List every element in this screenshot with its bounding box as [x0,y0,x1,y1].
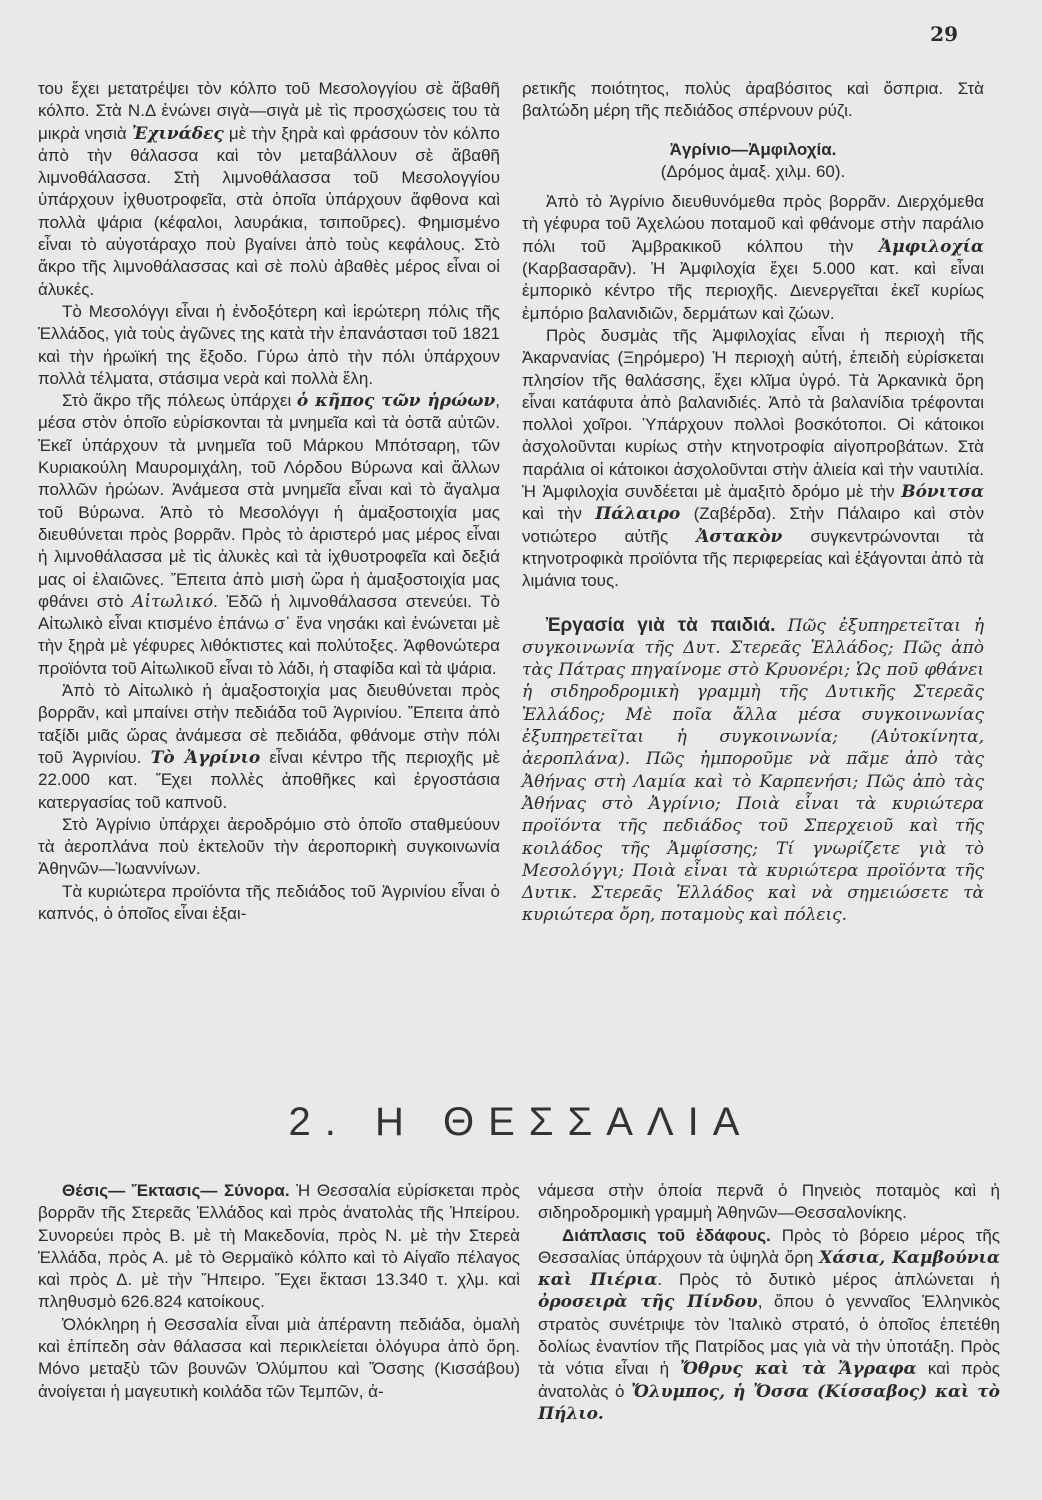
paragraph: Στὸ ἄκρο τῆς πόλεως ὑπάρχει ὁ κῆπος τῶν ἡρώων, μέσα στὸν ὁποῖο εὑρίσκονται τὰ μνημεῖα καὶ τὰ ὀστᾶ αὐτῶν. Ἐκεῖ ὑπάρχουν τὰ μνημεῖα τοῦ Μάρκου Μπότσαρη, τῶν Κυριακούλη Μαυρομιχάλη, τοῦ Λόρδου Βύρωνα καὶ ἄλλων πολλῶν ἡρώων. Ἀνάμεσα στὰ μνημεῖα εἶναι καὶ τὸ ἄγαλμα τοῦ Βύρωνα. Ἀπὸ τὸ Μεσολόγγι ἡ ἁμαξοστοιχία μας διευθύνεται πρὸς βορρᾶν. Πρὸς τὸ ἀριστερό μας μέρος εἶναι ἡ λιμνοθάλασσα μὲ τὶς ἁλυκὲς καὶ τὰ ἰχθυοτροφεῖα καὶ δεξιά μας οἱ ἐλαιῶνες. Ἔπειτα ἀπὸ μισὴ ὥρα ἡ ἁμαξοστοιχία μας φθάνει στὸ Αἰτωλικό. Ἐδῶ ἡ λιμνοθάλασσα στενεύει. Τὸ Αἰτωλικὸ εἶναι κτισμένο ἐπάνω σ᾽ ἕνα νησάκι καὶ ἑνώνεται μὲ τὴν ξηρὰ μὲ γέφυρες λιθόκτιστες καὶ πολύτοξες. Ἀφθονώτερα προϊόντα τοῦ Αἰτωλικοῦ εἶναι τὸ λάδι, ἡ σταφίδα καὶ τὰ ψάρια. [38,391,500,678]
left-column [38,78,500,925]
route-subtitle: (Δρόμος ἁμαξ. χιλμ. 60). [660,161,846,181]
place-name: Αἰτωλικό [132,591,214,612]
paragraph: Ἀπὸ τὸ Ἀγρίνιο διευθυνόμεθα πρὸς βορρᾶν. Διερχόμεθα τὴ γέφυρα τοῦ Ἀχελώου ποταμοῦ καὶ φθάνομε στὴν παράλιο πόλι τοῦ Ἀμβρακικοῦ κόλπου τὴν Ἀμφιλοχία (Καρβασαρᾶν). Ἡ Ἀμφιλοχία ἔχει 5.000 κατ. καὶ εἶναι ἐμπορικὸ κέντρο τῆς περιοχῆς. Διενεργεῖται ἐκεῖ κυρίως ἐμπόριο βαλανιδιῶν, δερμάτων καὶ ζώων. [522,192,984,323]
place-name: Ὄθρυς καὶ τὰ Ἄγραφα [680,1359,917,1380]
page-number: 29 [930,22,958,46]
section-heading: Θέσις— Ἔκτασις— Σύνορα. [62,1181,290,1200]
paragraph: Ἀπὸ τὸ Αἰτωλικὸ ἡ ἁμαξοστοιχία μας διευθύνεται πρὸς βορρᾶν, καὶ μπαίνει στὴν πεδιάδα τοῦ Ἀγρινίου. Ἔπειτα ἀπὸ ταξίδι μιᾶς ὥρας ἀνάμεσα σὲ πεδιάδα, φθάνομε στὴν πόλι τοῦ Ἀγρινίου. Τὸ Ἀγρίνιο εἶναι κέντρο τῆς περιοχῆς μὲ 22.000 κατ. Ἔχει πολλὲς ἀποθῆκες καὶ ἐργοστάσια κατεργασίας τοῦ καπνοῦ. [38,681,500,812]
place-name: Ἐχινάδες [131,123,224,144]
right-column [522,78,984,927]
thessaly-left-column [38,1180,520,1403]
exercise [522,615,984,927]
place-name: Χάσια, Καμβούνια καὶ Πιέρια [538,1247,1000,1291]
place-name: Ἀστακὸν [696,526,783,547]
paragraph: Στὸ Ἀγρίνιο ὑπάρχει ἀεροδρόμιο στὸ ὁποῖο σταθμεύουν τὰ ἀεροπλάνα ποὺ ἐκτελοῦν τὴν ἀεροπορικὴ συγκοινωνία Ἀθηνῶν—Ἰωαννίνων. [38,814,500,879]
place-name: Ἀμφιλοχία [879,236,984,257]
place-name: Πάλαιρο [595,504,681,525]
place-name: ὀροσειρὰ τῆς Πίνδου [538,1292,758,1313]
thessaly-right-column [538,1180,1000,1425]
paragraph: Ὁλόκληρη ἡ Θεσσαλία εἶναι μιὰ ἀπέραντη πεδιάδα, ὁμαλὴ καὶ ἐπίπεδη σὰν θάλασσα καὶ περικλείεται ὁλόγυρα ἀπὸ ὄρη. Μόνο μεταξὺ τῶν βουνῶν Ὀλύμπου καὶ Ὄσσης (Κισσάβου) ἀνοίγεται ἡ μαγευτικὴ κοιλάδα τῶν Τεμπῶν, ἀ- [38,1314,520,1401]
section-heading: Διάπλασις τοῦ ἐδάφους. [562,1225,771,1245]
exercise-text: Πῶς ἐξυπηρετεῖται ἡ συγκοινωνία τῆς Δυτ. Στερεᾶς Ἑλλάδος; Πῶς ἀπὸ τὰς Πάτρας πηγαίνομε στὸ Κρυονέρι; Ὡς ποῦ φθάνει ἡ σιδηροδρομικὴ γραμμὴ τῆς Δυτικῆς Στερεᾶς Ἑλλάδος; Μὲ ποῖα ἄλλα μέσα συγκοινωνίας ἐξυπηρετεῖται ἡ συγκοινωνία; (Αὐτοκίνητα, ἀεροπλάνα). Πῶς ἠμποροῦμε νὰ πᾶμε ἀπὸ τὰς Ἀθήνας στὴ Λαμία καὶ τὸ Καρπενήσι; Πῶς ἀπὸ τὰς Ἀθήνας στὸ Ἀγρίνιο; Ποιὰ εἶναι τὰ κυριώτερα προϊόντα τῆς πεδιάδος τοῦ Σπερχειοῦ καὶ τῆς κοιλάδος τῆς Ἀμφίσσης; Τί γνωρίζετε γιὰ τὸ Μεσολόγγι; Ποιὰ εἶναι τὰ κυριώτερα προϊόντα τῆς Δυτικ. Στερεᾶς Ἑλλάδος καὶ νὰ σημειώσετε τὰ κυριώτερα ὄρη, ποταμοὺς καὶ πόλεις. [522,615,984,926]
paragraph: του ἔχει μετατρέψει τὸν κόλπο τοῦ Μεσολογγίου σὲ ἄβαθῆ κόλπο. Στὰ Ν.Δ ἑνώνει σιγὰ—σιγὰ μὲ τὶς προσχώσεις του τὰ μικρὰ νησιὰ Ἐχινάδες μὲ τὴν ξηρὰ καὶ φράσουν τὸν κόλπο ἀπὸ τὴν θάλασσα καὶ τὸν μεταβάλλουν σὲ ἄβαθῆ λιμνοθάλασσα. Στὴ λιμνοθάλασσα τοῦ Μεσολογγίου ὑπάρχουν ἰχθυοτροφεῖα, στὰ ὁποῖα ὑπάρχουν ἄφθονα καὶ πολλὰ ψάρια (κέφαλοι, λαυράκια, τσιποῦρες). Φημισμένο εἶναι τὸ αὐγοτάραχο ποὺ βγαίνει ἀπὸ τοὺς κεφάλους. Στὸ ἄκρο τῆς λιμνοθάλασσας καὶ σὲ πολὺ ἀβαθὲς μέρος εἶναι οἱ ἁλυκές. [38,79,500,299]
place-name: ὁ κῆπος τῶν ἡρώων [296,391,496,412]
paragraph: Θέσις— Ἔκτασις— Σύνορα. Ἡ Θεσσαλία εὑρίσκεται πρὸς βορρᾶν τῆς Στερεᾶς Ἑλλάδος καὶ πρὸς ἀνατολὰς τῆς Ἠπείρου. Συνορεύει πρὸς Β. μὲ τὴ Μακεδονία, πρὸς Ν. μὲ τὴν Στερεὰ Ἑλλάδα, πρὸς Α. μὲ τὸ Θερμαϊκὸ κόλπο καὶ τὸ Αἰγαῖο πέλαγος καὶ πρὸς Δ. μὲ τὴν Ἤπειρο. Ἔχει ἔκτασι 13.340 τ. χλμ. καὶ πληθυσμὸ 626.824 κατοίκους. [38,1181,520,1312]
chapter-title: 2. Η ΘΕΣΣΑΛΙΑ [288,1100,754,1144]
route-title: Ἀγρίνιο—Ἀμφιλοχία. [669,139,837,159]
place-name: Ὄλυμπος, ἡ Ὄσσα (Κίσσαβος) καὶ τὸ Πήλιο. [538,1381,1000,1424]
paragraph: Πρὸς δυσμὰς τῆς Ἀμφιλοχίας εἶναι ἡ περιοχὴ τῆς Ἀκαρνανίας (Ξηρόμερο) Ἡ περιοχὴ αὐτή, ἐπειδὴ εὑρίσκεται πλησίον τῆς θαλάσσης, ἔχει κλῖμα ὑγρό. Τὰ Ἀρκανικὰ ὄρη εἶναι κατάφυτα ἀπὸ βαλανιδιές. Ἀπὸ τὰ βαλανίδια τρέφονται πολλοὶ χοῖροι. Ὑπάρχουν πολλοὶ βοσκότοποι. Οἱ κάτοικοι ἀσχολοῦνται κυρίως στὴν κτηνοτροφία αἰγοπροβάτων. Στὰ παράλια οἱ κάτοικοι ἀσχολοῦνται στὴν ἁλιεία καὶ τὴν ναυτιλία. Ἡ Ἀμφιλοχία συνδέεται μὲ ἁμαξιτὸ δρόμο μὲ τὴν Βόνιτσα καὶ τὴν Πάλαιρο (Ζαβέρδα). Στὴν Πάλαιρο καὶ στὸν νοτιώτερο αὐτῆς Ἀστακὸν συγκεντρώνονται τὰ κτηνοτροφικὰ προϊόντα τῆς περιφερείας καὶ ἐξάγονται ἀπὸ τὰ λιμάνια τους. [522,325,984,591]
paragraph: ρετικῆς ποιότητος, πολὺς ἀραβόσιτος καὶ ὄσπρια. Στὰ βαλτώδη μέρη τῆς πεδιάδος σπέρνουν ρύζι. [522,79,984,121]
paragraph: νάμεσα στὴν ὁποία περνᾶ ὁ Πηνειὸς ποταμὸς καὶ ἡ σιδηροδρομικὴ γραμμὴ Ἀθηνῶν—Θεσσαλονίκης. [538,1181,1000,1223]
place-name: Τὸ Ἀγρίνιο [150,747,261,768]
place-name: Βόνιτσα [901,482,984,503]
exercise-title: Ἐργασία γιὰ τὰ παιδιά. [546,614,776,636]
paragraph: Τὸ Μεσολόγγι εἶναι ἡ ἐνδοξότερη καὶ ἱερώτερη πόλις τῆς Ἑλλάδος, γιὰ τοὺς ἀγῶνες της κατὰ τὴν ἐπανάστασι τοῦ 1821 καὶ τὴν ἡρωϊκή της ἔξοδο. Γύρω ἀπὸ τὴν πόλι ὑπάρχουν πολλὰ τέλματα, στάσιμα νερὰ καὶ πολλὰ ἕλη. [38,301,500,388]
paragraph: Τὰ κυριώτερα προϊόντα τῆς πεδιάδος τοῦ Ἀγρινίου εἶναι ὁ καπνός, ὁ ὁποῖος εἶναι ἐξαι- [38,881,500,923]
paragraph: Διάπλασις τοῦ ἐδάφους. Πρὸς τὸ βόρειο μέρος τῆς Θεσσαλίας ὑπάρχουν τὰ ὑψηλὰ ὄρη Χάσια, Καμβούνια καὶ Πιέρια. Πρὸς τὸ δυτικὸ μέρος ἁπλώνεται ἡ ὀροσειρὰ τῆς Πίνδου, ὅπου ὁ γενναῖος Ἑλληνικὸς στρατὸς συνέτριψε τὸν Ἰταλικὸ στρατό, ὁ ὁποῖος ἐπετέθη δολίως ἐναντίον τῆς Πατρίδος μας γιὰ νὰ τὴν ὑποτάξη. Πρὸς τὰ νότια εἶναι ἡ Ὄθρυς καὶ τὰ Ἄγραφα καὶ πρὸς ἀνατολὰς ὁ Ὄλυμπος, ἡ Ὄσσα (Κίσσαβος) καὶ τὸ Πήλιο. [538,1225,1000,1424]
